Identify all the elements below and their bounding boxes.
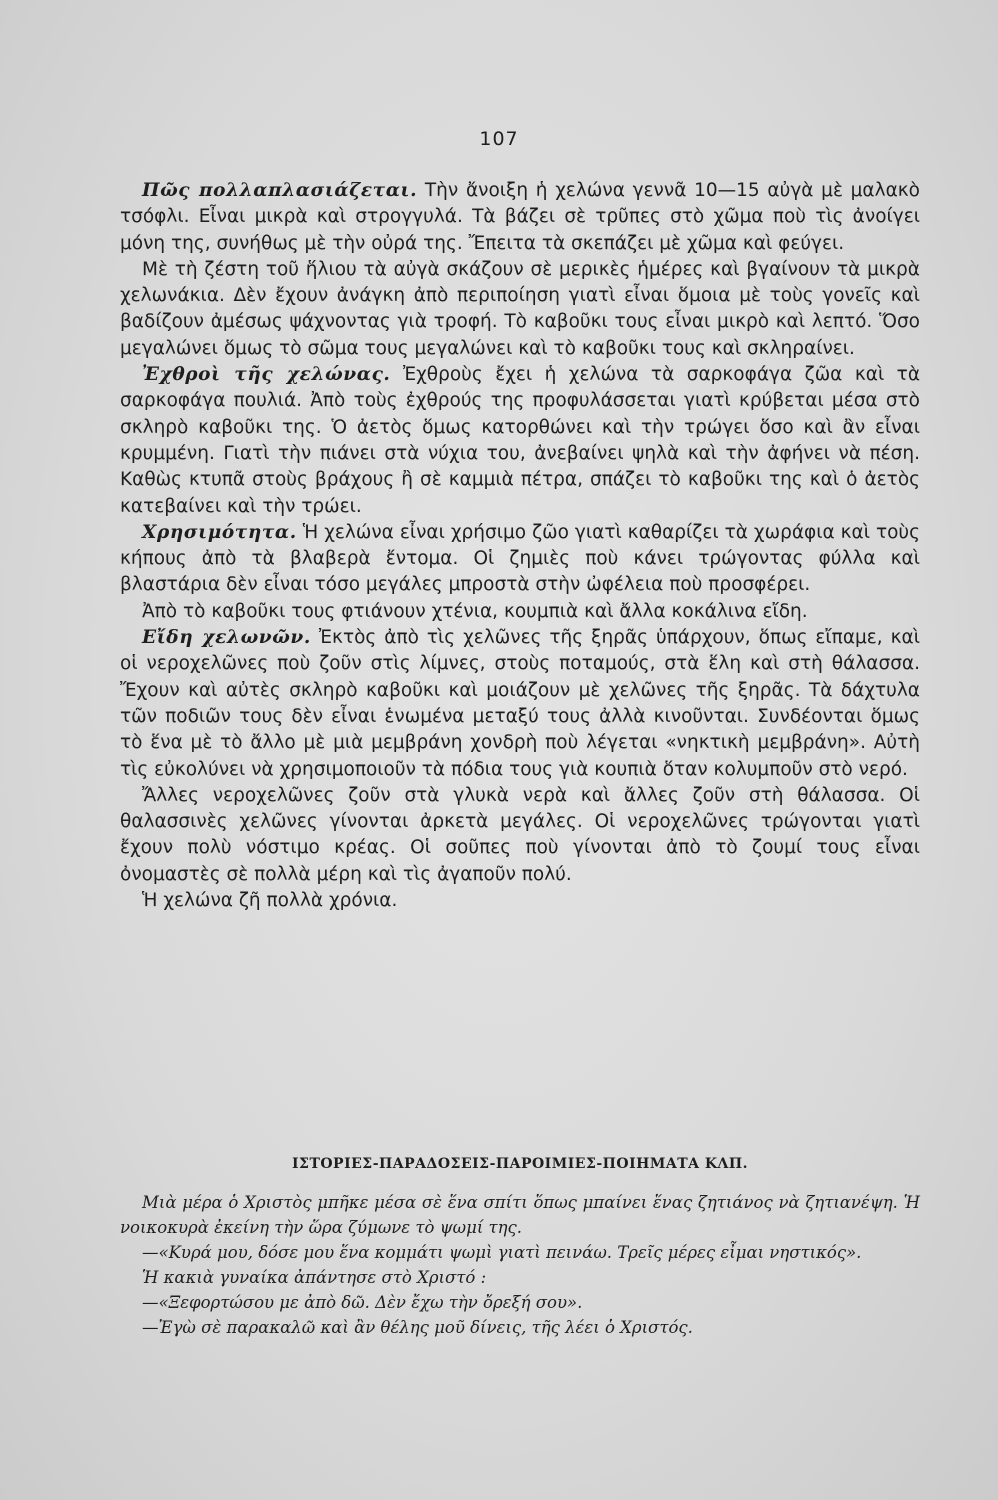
story-paragraph: —Ἐγὼ σὲ παρακαλῶ καὶ ἂν θέλης μοῦ δίνεις, τῆς λέει ὁ Χριστός. <box>142 1318 693 1337</box>
paragraph-shell-uses: Ἀπὸ τὸ καβοῦκι τους φτιάνουν χτένια, κουμπιὰ καὶ ἄλλα κοκάλινα εἴδη. <box>142 600 808 622</box>
paragraph-hatching: Μὲ τὴ ζέστη τοῦ ἥλιου τὰ αὐγὰ σκάζουν σὲ μερικὲς ἡμέρες καὶ βγαίνουν τὰ μικρὰ χελωνάκια. Δὲν ἔχουν ἀνάγκη ἀπὸ περιποίηση γιατὶ εἶναι ὅμοια μὲ τοὺς γονεῖς καὶ βαδίζουν ἀμέσως ψάχνοντας γιὰ τροφή. Τὸ καβοῦκι τους εἶναι μικρὸ καὶ λεπτό. Ὅσο μεγαλώνει ὅμως τὸ σῶμα τους μεγαλώνει καὶ τὸ καβοῦκι τους καὶ σκληραίνει. <box>120 258 920 359</box>
paragraph-usefulness <box>120 520 920 599</box>
body-text <box>120 178 920 914</box>
stories-section-title: ΙΣΤΟΡΙΕΣ-ΠΑΡΑΔΟΣΕΙΣ-ΠΑΡΟΙΜΙΕΣ-ΠΟΙΗΜΑΤΑ ΚΛΠ. <box>292 1156 748 1172</box>
paragraph-species <box>120 625 920 783</box>
page-number: 107 <box>479 128 519 150</box>
story-paragraph: Ἡ κακιὰ γυναίκα ἀπάντησε στὸ Χριστό : <box>142 1268 487 1287</box>
heading-reproduction: Πῶς πολλαπλασιάζεται. <box>142 180 418 201</box>
heading-usefulness: Χρησιμότητα. <box>142 521 297 543</box>
heading-enemies: Ἐχθροὶ τῆς χελώνας. <box>142 364 391 386</box>
story-block <box>120 1190 920 1340</box>
heading-species: Εἴδη χελωνῶν. <box>142 627 311 649</box>
story-paragraph: Μιὰ μέρα ὁ Χριστὸς μπῆκε μέσα σὲ ἕνα σπίτι ὅπως μπαίνει ἕνας ζητιάνος νὰ ζητιανέψη. Ἡ νοικοκυρὰ ἐκείνη τὴν ὥρα ζύμωνε τὸ ψωμί της. <box>120 1193 920 1237</box>
story-paragraph: —«Κυρά μου, δόσε μου ἕνα κομμάτι ψωμὶ γιατὶ πεινάω. Τρεῖς μέρες εἶμαι νηστικός». <box>142 1243 862 1262</box>
paragraph-reproduction <box>120 178 920 257</box>
text-enemies: Ἐχθροὺς ἔχει ἡ χελώνα τὰ σαρκοφάγα ζῶα καὶ τὰ σαρκοφάγα πουλιά. Ἀπὸ τοὺς ἐχθρούς της προφυλάσσεται γιατὶ κρύβεται μέσα στὸ σκληρὸ καβοῦκι της. Ὁ ἀετὸς ὅμως κατορθώνει καὶ τὴν τρώγει ὅσο καὶ ἂν εἶναι κρυμμένη. Γιατὶ τὴν πιάνει στὰ νύχια του, ἀνεβαίνει ψηλὰ καὶ τὴν ἀφήνει νὰ πέση. Καθὼς κτυπᾶ στοὺς βράχους ἢ σὲ καμμιὰ πέτρα, σπάζει τὸ καβοῦκι της καὶ ὁ ἀετὸς κατεβαίνει καὶ τὴν τρώει. <box>120 364 921 517</box>
paragraph-sea-turtles: Ἄλλες νεροχελῶνες ζοῦν στὰ γλυκὰ νερὰ καὶ ἄλλες ζοῦν στὴ θάλασσα. Οἱ θαλασσινὲς χελῶνες γίνονται ἀρκετὰ μεγάλες. Οἱ νεροχελῶνες τρώγονται γιατὶ ἔχουν πολὺ νόστιμο κρέας. Οἱ σοῦπες ποὺ γίνονται ἀπὸ τὸ ζουμί τους εἶναι ὀνομαστὲς σὲ πολλὰ μέρη καὶ τὶς ἀγαποῦν πολύ. <box>120 784 920 885</box>
paragraph-enemies <box>120 362 920 520</box>
story-paragraph: —«Ξεφορτώσου με ἀπὸ δῶ. Δὲν ἔχω τὴν ὄρεξή σου». <box>142 1293 583 1312</box>
text-reproduction: Τὴν ἄνοιξη ἡ χελώνα γεννᾶ 10—15 αὐγὰ μὲ μαλακὸ τσόφλι. Εἶναι μικρὰ καὶ στρογγυλά. Τὰ βάζει σὲ τρῦπες στὸ χῶμα ποὺ τὶς ἀνοίγει μόνη της, συνήθως μὲ τὴν οὐρά της. Ἔπειτα τὰ σκεπάζει μὲ χῶμα καὶ φεύγει. <box>120 180 920 254</box>
paragraph-lifespan: Ἡ χελώνα ζῆ πολλὰ χρόνια. <box>142 890 398 912</box>
text-species: Ἐκτὸς ἀπὸ τὶς χελῶνες τῆς ξηρᾶς ὑπάρχουν, ὅπως εἴπαμε, καὶ οἱ νεροχελῶνες ποὺ ζοῦν στὶς λίμνες, στοὺς ποταμούς, στὰ ἕλη καὶ στὴ θάλασσα. Ἔχουν καὶ αὐτὲς σκληρὸ καβοῦκι καὶ μοιάζουν μὲ χελῶνες τῆς ξηρᾶς. Τὰ δάχτυλα τῶν ποδιῶν τους δὲν εἶναι ἑνωμένα μεταξύ τους ἀλλὰ κινοῦνται. Συνδέονται ὅμως τὸ ἕνα μὲ τὸ ἄλλο μὲ μιὰ μεμβράνη χονδρὴ ποὺ λέγεται «νηκτικὴ μεμβράνη». Αὐτὴ τὶς εὐκολύνει νὰ χρησιμοποιοῦν τὰ πόδια τους γιὰ κουπιὰ ὅταν κολυμποῦν στὸ νερό. <box>120 627 921 780</box>
text-usefulness: Ἡ χελώνα εἶναι χρήσιμο ζῶο γιατὶ καθαρίζει τὰ χωράφια καὶ τοὺς κήπους ἀπὸ τὰ βλαβερὰ ἔντομα. Οἱ ζημιὲς ποὺ κάνει τρώγοντας φύλλα καὶ βλαστάρια δὲν εἶναι τόσο μεγάλες μπροστὰ στὴν ὠφέλεια ποὺ προσφέρει. <box>120 521 920 596</box>
